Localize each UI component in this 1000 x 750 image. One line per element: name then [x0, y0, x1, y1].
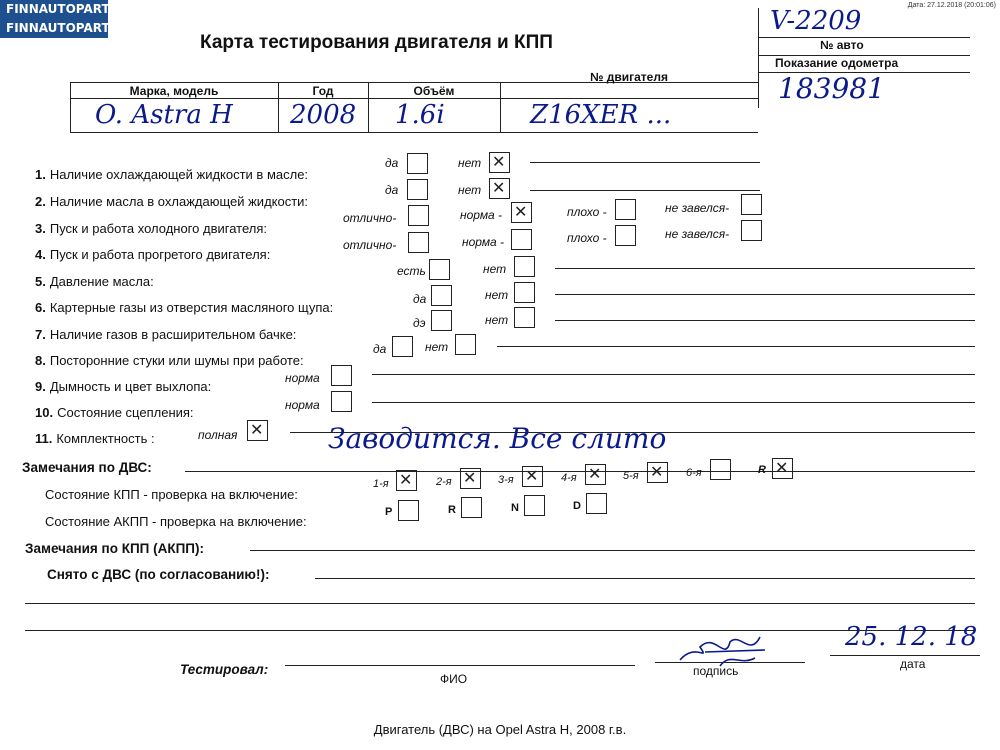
q5-exists-label: есть: [397, 264, 426, 278]
question-2: 2. Наличие масла в охлаждающей жидкости:: [35, 194, 309, 209]
q5-no-label: нет: [483, 262, 507, 276]
q11-full-checkbox[interactable]: [247, 420, 268, 441]
q7-yes-label: дэ: [413, 316, 426, 330]
gear-5-label: 5-я: [623, 470, 639, 482]
signature-label: подпись: [693, 664, 739, 678]
model-handwritten: O. Astra H: [95, 100, 233, 130]
auto-number-label: № авто: [820, 38, 864, 52]
question-6: 6. Картерные газы из отверстия масляного щупа:: [35, 300, 334, 315]
q4-bad-label: плохо -: [567, 231, 607, 245]
q3-bad-checkbox[interactable]: [615, 199, 636, 220]
q6-yes-checkbox[interactable]: [431, 285, 452, 306]
q1-yes-checkbox[interactable]: [407, 153, 428, 174]
gear-6-checkbox[interactable]: [710, 459, 731, 480]
q4-nostart-label: не завелся-: [665, 227, 730, 241]
q7-no-label: нет: [485, 313, 509, 327]
q4-normal-label: норма -: [462, 235, 505, 249]
gear-1-label: 1-я: [373, 478, 389, 490]
signature-drawing: [670, 622, 780, 672]
gear-5-checkbox[interactable]: [647, 462, 668, 483]
header-model: Марка, модель: [129, 84, 219, 98]
q4-normal-checkbox[interactable]: [511, 229, 532, 250]
akpp-p-checkbox[interactable]: [398, 500, 419, 521]
q4-nostart-checkbox[interactable]: [741, 220, 762, 241]
caption: Двигатель (ДВС) на Opel Astra H, 2008 г.в.: [373, 722, 627, 737]
question-9: 9. Дымность и цвет выхлопа:: [35, 379, 212, 394]
gear-3-checkbox[interactable]: [522, 466, 543, 487]
q6-yes-label: да: [413, 292, 427, 306]
gear-4-checkbox[interactable]: [585, 464, 606, 485]
q2-no-label: нет: [458, 183, 482, 197]
remarks-gearbox-label: Замечания по КПП (АКПП):: [25, 541, 204, 556]
q3-excellent-label: отлично-: [343, 211, 397, 225]
q6-no-checkbox[interactable]: [514, 282, 535, 303]
question-11: 11. Комплектность :: [35, 431, 155, 446]
akpp-label: Состояние АКПП - проверка на включение:: [45, 514, 307, 529]
odometer-handwritten: 183981: [778, 72, 885, 105]
q3-nostart-label: не завелся-: [665, 201, 730, 215]
q2-no-checkbox[interactable]: [489, 178, 510, 199]
q10-normal-label: норма: [285, 398, 320, 412]
q4-excellent-label: отлично-: [343, 238, 397, 252]
q8-no-label: нет: [425, 340, 449, 354]
gear-6-label: 6-я: [686, 467, 702, 479]
akpp-p-label: P: [385, 506, 393, 518]
volume-handwritten: 1.6i: [395, 100, 445, 130]
gear-3-label: 3-я: [498, 474, 514, 486]
q3-normal-checkbox[interactable]: [511, 202, 532, 223]
odometer-label: Показание одометра: [775, 56, 899, 70]
question-3: 3. Пуск и работа холодного двигателя:: [35, 221, 267, 236]
q10-normal-checkbox[interactable]: [331, 391, 352, 412]
q2-yes-checkbox[interactable]: [407, 179, 428, 200]
akpp-d-checkbox[interactable]: [586, 493, 607, 514]
q1-no-label: нет: [458, 156, 482, 170]
q1-yes-label: да: [385, 156, 399, 170]
remarks-engine-label: Замечания по ДВС:: [22, 460, 152, 475]
question-5: 5. Давление масла:: [35, 274, 154, 289]
q4-bad-checkbox[interactable]: [615, 225, 636, 246]
gear-r-label: R: [758, 464, 766, 476]
question-8: 8. Посторонние стуки или шумы при работе:: [35, 353, 304, 368]
akpp-n-label: N: [511, 502, 519, 514]
akpp-d-label: D: [573, 500, 581, 512]
q11-full-label: полная: [198, 428, 238, 442]
date-label: дата: [900, 657, 926, 671]
q3-normal-label: норма -: [460, 208, 503, 222]
page-title: Карта тестирования двигателя и КПП: [200, 32, 553, 53]
q8-no-checkbox[interactable]: [455, 334, 476, 355]
year-handwritten: 2008: [290, 100, 357, 130]
question-10: 10. Состояние сцепления:: [35, 405, 194, 420]
gearbox-label: Состояние КПП - проверка на включение:: [45, 487, 298, 502]
q7-yes-checkbox[interactable]: [431, 310, 452, 331]
question-7: 7. Наличие газов в расширительном бачке:: [35, 327, 297, 342]
q3-nostart-checkbox[interactable]: [741, 194, 762, 215]
q3-excellent-checkbox[interactable]: [408, 205, 429, 226]
engine-handwritten: Z16XER ...: [530, 100, 672, 130]
gear-r-checkbox[interactable]: [772, 458, 793, 479]
q9-normal-checkbox[interactable]: [331, 365, 352, 386]
header-engine-number: № двигателя: [590, 70, 668, 84]
remarks-handwritten: Заводится. Все слито: [328, 422, 667, 455]
logo-line-2: FINNAUTOPARTS: [6, 21, 119, 35]
q7-no-checkbox[interactable]: [514, 307, 535, 328]
header-year: Год: [312, 84, 334, 98]
tested-label: Тестировал:: [180, 662, 269, 677]
gear-1-checkbox[interactable]: [396, 470, 417, 491]
akpp-n-checkbox[interactable]: [524, 495, 545, 516]
code-handwritten: V-2209: [770, 6, 862, 36]
q8-yes-label: да: [373, 342, 387, 356]
akpp-r-checkbox[interactable]: [461, 497, 482, 518]
date-handwritten: 25. 12. 18: [845, 622, 978, 652]
removed-label: Снято с ДВС (по согласованию!):: [47, 567, 270, 582]
q1-no-checkbox[interactable]: [489, 152, 510, 173]
fio-label: ФИО: [440, 672, 468, 686]
logo-line-1: FINNAUTOPARTS: [6, 2, 119, 16]
q5-exists-checkbox[interactable]: [429, 259, 450, 280]
gear-4-label: 4-я: [561, 472, 577, 484]
gear-2-checkbox[interactable]: [460, 468, 481, 489]
q9-normal-label: норма: [285, 371, 320, 385]
gear-2-label: 2-я: [436, 476, 452, 488]
q4-excellent-checkbox[interactable]: [408, 232, 429, 253]
header-volume: Объём: [413, 84, 455, 98]
question-4: 4. Пуск и работа прогретого двигателя:: [35, 247, 271, 262]
date-stamp: Дата: 27.12.2018 (20:01:06): [907, 2, 996, 9]
q5-no-checkbox[interactable]: [514, 256, 535, 277]
question-1: 1. Наличие охлаждающей жидкости в масле:: [35, 167, 309, 182]
q2-yes-label: да: [385, 183, 399, 197]
akpp-r-label: R: [448, 504, 456, 516]
q8-yes-checkbox[interactable]: [392, 336, 413, 357]
q6-no-label: нет: [485, 288, 509, 302]
brand-logo: [0, 0, 119, 38]
q3-bad-label: плохо -: [567, 205, 607, 219]
